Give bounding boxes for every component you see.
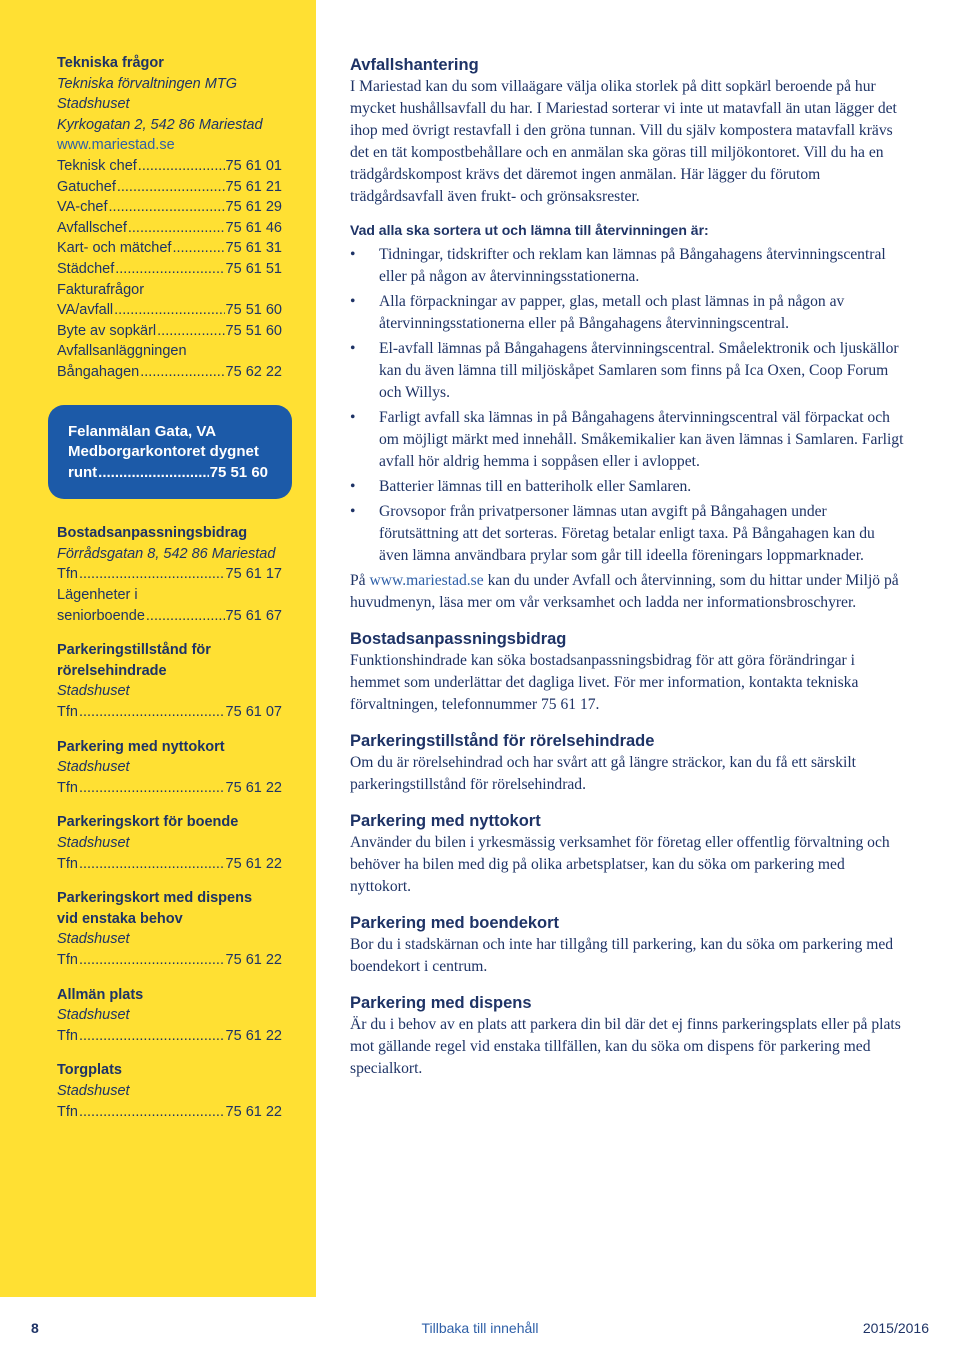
anlaggning-heading: Avfallsanläggningen (57, 343, 187, 360)
contact-phone: 75 61 21 (225, 178, 282, 195)
parking-section (57, 985, 289, 1047)
parking-section (57, 888, 289, 970)
ptill-heading: Parkeringstillstånd för rörelsehindrade (350, 732, 655, 750)
list-item: • Alla förpackningar av papper, glas, metall och plast lämnas in på någon av återvinningsstationerna eller på Bångahagens återvinningscentral. (350, 291, 905, 335)
contact-label: Tfn (57, 1027, 78, 1044)
footer-year: 2015/2016 (862, 1320, 929, 1336)
contact-label: Teknisk chef (57, 157, 137, 174)
web-paragraph (350, 570, 905, 614)
contact-label: Kart- och mätchef (57, 240, 172, 257)
contact-row (57, 238, 282, 259)
bostad-heading: Bostadsanpassningsbidrag (350, 630, 567, 648)
faktura-heading: Fakturafrågor (57, 281, 145, 298)
contact-phone: 75 62 22 (225, 363, 282, 380)
tech-address: Kyrkogatan 2, 542 86 Mariestad (57, 116, 263, 133)
contact-row (57, 300, 282, 321)
contact-sidebar (57, 53, 289, 1122)
dispens-text: Är du i behov av en plats att parkera din bil där det ej finns parkeringsplats eller på plats mot gällande regel vid enstaka tillfällen, kan du söka om dispens för parkering med specialkort. (350, 1016, 901, 1077)
section-place: Stadshuset (57, 759, 130, 776)
contact-phone: 75 61 67 (225, 607, 282, 624)
list-item: • El-avfall lämnas på Bångahagens återvinningscentral. Småelektronik och ljuskällor kan du även lämna till miljöskåpet Samlaren som finns på Ica Oxen, Coop Forum och Willys. (350, 338, 905, 404)
boende-heading: Parkering med boendekort (350, 914, 560, 932)
section-title: Allmän plats (57, 986, 144, 1003)
contact-row (57, 362, 282, 383)
contact-row (57, 177, 282, 198)
section-title: rörelsehindrade (57, 662, 167, 679)
section-place: Stadshuset (57, 1082, 130, 1099)
felanmalan-box (48, 405, 292, 500)
avfall-heading: Avfallshantering (350, 56, 479, 74)
contact-phone: 75 61 31 (225, 240, 282, 257)
web-link[interactable]: www.mariestad.se (369, 572, 484, 589)
nytto-heading: Parkering med nyttokort (350, 812, 541, 830)
section-title: Parkeringstillstånd för (57, 642, 211, 659)
contact-phone: 75 61 22 (225, 1103, 282, 1120)
contact-phone: 75 61 22 (225, 779, 282, 796)
boende-text: Bor du i stadskärnan och inte har tillgång till parkering, kan du söka om parkering med boendekort i centrum. (350, 936, 894, 975)
contact-phone: 75 61 29 (225, 199, 282, 216)
avfall-text: I Mariestad kan du som villaägare välja olika storlek på ditt sopkärl beroende på hur mycket hushållsavfall du har. I Mariestad sorterar vi inte ut matavfall än utan lägger det ihop med övrigt restavfall i den gröna tunnan. Vill du själv kompostera matavfall krävs det en tät kompostbehållare och en anmälan ska göras till miljökontoret. Vill du ha en trädgårdskompost krävs det däremot ingen anmälan. Här lägger du förutom trädgårdsavfall även frukt- och grönsaksrester. (350, 78, 897, 205)
contact-label: Avfallschef (57, 219, 127, 236)
contact-label: Byte av sopkärl (57, 322, 157, 339)
contact-label: VA-chef (57, 199, 108, 216)
contact-row (57, 606, 282, 627)
contact-label: Tfn (57, 566, 78, 583)
parking-section (57, 1060, 289, 1122)
contact-phone: 75 51 60 (225, 322, 282, 339)
felanmalan-line1: Felanmälan Gata, VA (68, 422, 217, 440)
page-number: 8 (31, 1320, 39, 1336)
contact-row (57, 778, 282, 799)
contact-phone: 75 61 22 (225, 855, 282, 872)
contact-row (57, 259, 282, 280)
section-title: Parkeringskort för boende (57, 814, 239, 831)
section-place: Stadshuset (57, 931, 130, 948)
main-content (350, 54, 905, 1080)
lagenhet-heading: Lägenheter i (57, 587, 138, 604)
contact-label: Tfn (57, 779, 78, 796)
tech-title: Tekniska frågor (57, 55, 164, 71)
felanmalan-line2: Medborgarkontoret dygnet (68, 443, 259, 461)
section-place: Stadshuset (57, 683, 130, 700)
felanmalan-row (68, 463, 268, 484)
web-pre: På (350, 572, 370, 589)
parking-section (57, 737, 289, 799)
contact-label: VA/avfall (57, 302, 114, 319)
contact-row (57, 197, 282, 218)
contact-row (57, 702, 282, 723)
bostad-address: Förrådsgatan 8, 542 86 Mariestad (57, 545, 276, 562)
web-post: kan du under Avfall och återvinning, som du hittar under Miljö på huvudmenyn, läsa mer om vår verksamhet och ladda ner informationsbroschyrer. (350, 572, 899, 611)
contact-phone: 75 61 46 (225, 219, 282, 236)
contact-label: Tfn (57, 951, 78, 968)
sort-lead: Vad alla ska sortera ut och lämna till återvinningen är: (350, 222, 709, 238)
contact-row (57, 218, 282, 239)
sort-list (350, 244, 905, 567)
back-to-contents-link[interactable]: Tillbaka till innehåll (421, 1320, 539, 1336)
contact-row (57, 950, 282, 971)
section-place: Stadshuset (57, 1007, 130, 1024)
list-item: • Tidningar, tidskrifter och reklam kan lämnas på Bångahagens återvinningscentral eller på någon av återvinningsstationerna. (350, 244, 905, 288)
contact-phone: 75 61 07 (225, 704, 282, 721)
list-item: • Batterier lämnas till en batteriholk eller Samlaren. (350, 476, 905, 498)
tech-contact-list (57, 156, 289, 280)
tech-dept: Tekniska förvaltningen MTG (57, 75, 237, 92)
contact-row (57, 321, 282, 342)
contact-row (57, 1026, 282, 1047)
bostad-text: Funktionshindrade kan söka bostadsanpassningsbidrag för att göra förändringar i hemmet som underlättar det dagliga livet. För mer information, kontakta tekniska förvaltningen, telefonnummer 75 61 17. (350, 652, 859, 713)
contact-label: Tfn (57, 1103, 78, 1120)
contact-label: Gatuchef (57, 178, 116, 195)
contact-row (57, 1102, 282, 1123)
dispens-heading: Parkering med dispens (350, 994, 532, 1012)
nytto-text: Använder du bilen i yrkesmässig verksamhet för företag eller offentlig förvaltning och behöver ha bilen med dig på olika arbetsplatser, kan du söka om parkering med nyttokort. (350, 834, 890, 895)
tech-url-link[interactable]: www.mariestad.se (57, 137, 175, 154)
felanmalan-phone: 75 51 60 (209, 463, 268, 481)
contact-label: Tfn (57, 855, 78, 872)
contact-phone: 75 61 22 (225, 951, 282, 968)
contact-label: Städchef (57, 260, 115, 277)
ptill-text: Om du är rörelsehindrad och har svårt att gå längre sträckor, kan du få ett särskilt parkeringstillstånd för rörelsehindrad. (350, 754, 856, 793)
parking-sections (57, 640, 289, 1122)
parking-section (57, 640, 289, 722)
list-item: • Grovsopor från privatpersoner lämnas utan avgift på Bångahagen under förutsättning att det sorteras. Företag betalar enligt taxa. På Bångahagen kan du även lämna användbara prylar som går till ideella föreningars loppmarknader. (350, 501, 905, 567)
contact-phone: 75 61 51 (225, 260, 282, 277)
contact-phone: 75 61 01 (225, 157, 282, 174)
tech-building: Stadshuset (57, 96, 130, 113)
section-title: Parkeringskort med dispens (57, 890, 253, 907)
contact-row (57, 854, 282, 875)
contact-label: seniorboende (57, 607, 145, 624)
section-title: Torgplats (57, 1062, 122, 1079)
list-item: • Farligt avfall ska lämnas in på Bångahagens återvinningscentral väl förpackat och om möjligt märkt med innehåll. Småkemikalier kan även lämnas i Samlaren. Farligt avfall hör aldrig hemma i soppåsen eller i avloppet. (350, 407, 905, 473)
contact-row (57, 564, 282, 585)
contact-label: Bångahagen (57, 363, 140, 380)
contact-phone: 75 51 60 (225, 302, 282, 319)
section-title: Parkering med nyttokort (57, 738, 225, 755)
parking-section (57, 812, 289, 874)
section-title: vid enstaka behov (57, 910, 183, 927)
contact-row (57, 156, 282, 177)
contact-label: Tfn (57, 704, 78, 721)
felanmalan-label: runt (68, 463, 98, 481)
contact-phone: 75 61 22 (225, 1027, 282, 1044)
section-place: Stadshuset (57, 835, 130, 851)
contact-phone: 75 61 17 (225, 566, 282, 583)
bostad-title: Bostadsanpassningsbidrag (57, 525, 248, 542)
